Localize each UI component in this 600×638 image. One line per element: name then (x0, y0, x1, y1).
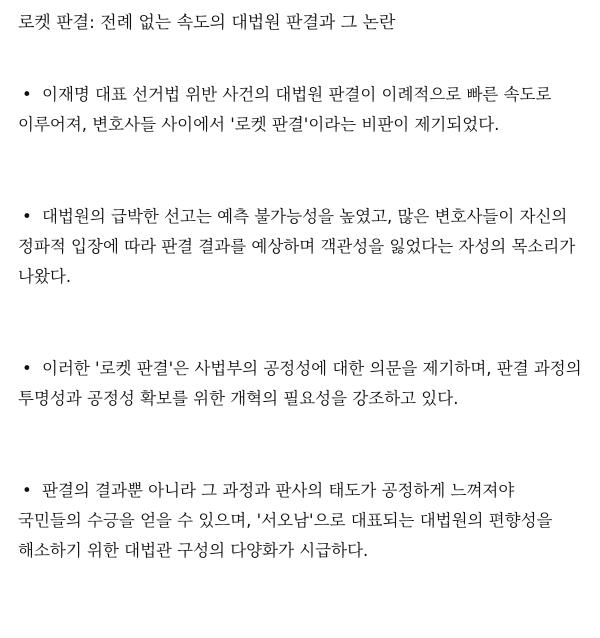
bullet-item-1 (18, 80, 582, 140)
bullet-text-1: 이재명 대표 선거법 위반 사건의 대법원 판결이 이례적으로 빠른 속도로 이루어져, 변호사들 사이에서 '로켓 판결'이라는 비판이 제기되었다. (18, 85, 552, 134)
bullet-text-2: 대법원의 급박한 선고는 예측 불가능성을 높였고, 많은 변호사들이 자신의 정파적 입장에 따라 판결 결과를 예상하며 객관성을 잃었다는 자성의 목소리가 나왔다. (18, 207, 576, 286)
page-title: 로켓 판결: 전례 없는 속도의 대법원 판결과 그 논란 (18, 13, 396, 33)
bullet-item-2 (18, 202, 582, 292)
bullet-text-4: 판결의 결과뿐 아니라 그 과정과 판사의 태도가 공정하게 느껴져야 국민들의 수긍을 얻을 수 있으며, '서오남'으로 대표되는 대법원의 편향성을 해소하기 위한 대법관 구성의 다양화가 시급하다. (18, 481, 553, 560)
bullet-item-4 (18, 476, 582, 566)
bullet-text-3: 이러한 '로켓 판결'은 사법부의 공정성에 대한 의문을 제기하며, 판결 과정의 투명성과 공정성 확보를 위한 개혁의 필요성을 강조하고 있다. (18, 359, 582, 408)
bullet-dot-icon: • (22, 359, 32, 378)
bullet-dot-icon: • (22, 85, 32, 104)
bullet-list (18, 80, 584, 566)
bullet-dot-icon: • (22, 207, 32, 226)
bullet-item-3 (18, 354, 582, 414)
bullet-dot-icon: • (22, 481, 32, 500)
